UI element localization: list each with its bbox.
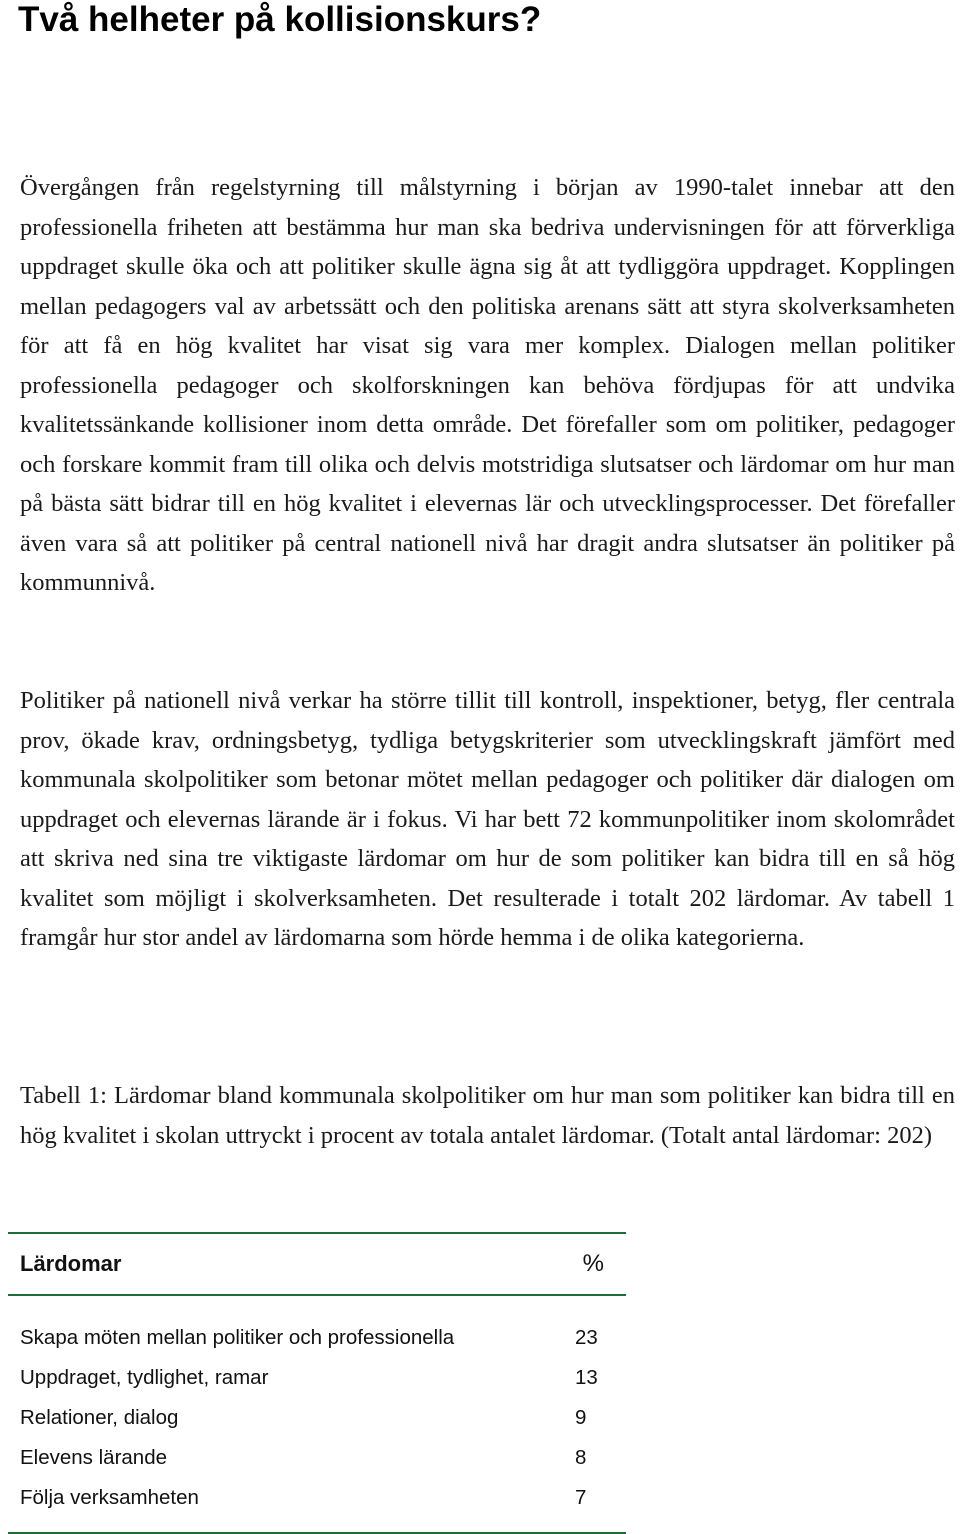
column-header-category: Lärdomar bbox=[20, 1251, 122, 1276]
table-body bbox=[8, 1296, 626, 1532]
row-category: Följa verksamheten bbox=[20, 1486, 199, 1509]
row-category: Uppdraget, tydlighet, ramar bbox=[20, 1366, 269, 1389]
row-category: Skapa möten mellan politiker och professionella bbox=[20, 1326, 455, 1349]
row-percent: 8 bbox=[575, 1446, 587, 1469]
page-title: Två helheter på kollisionskurs? bbox=[18, 0, 542, 39]
column-header-percent: % bbox=[582, 1250, 604, 1277]
table-header-row bbox=[8, 1234, 626, 1294]
table-row bbox=[8, 1398, 626, 1438]
body-paragraph-1: Övergången från regelstyrning till målstyrning i början av 1990-talet innebar att den professionella friheten att bestämma hur man ska bedriva undervisningen för att förverkliga uppdraget skulle öka och att politiker skulle ägna sig åt att tydliggöra uppdraget. Kopplingen mellan pedagogers val av arbetssätt och den politiska arenans sätt att styra skolverksamheten för att få en hög kvalitet har visat sig vara mer komplex. Dialogen mellan politiker professionella pedagoger och skolforskningen kan behöva fördjupas för att undvika kvalitetssänkande kollisioner inom detta område. Det förefaller som om politiker, pedagoger och forskare kommit fram till olika och delvis motstridiga slutsatser och lärdomar om hur man på bästa sätt bidrar till en hög kvalitet i elevernas lär och utvecklingsprocesser. Det förefaller även vara så att politiker på central nationell nivå har dragit andra slutsatser än politiker på kommunnivå. bbox=[20, 174, 955, 596]
row-category: Relationer, dialog bbox=[20, 1406, 179, 1429]
table-row bbox=[8, 1358, 626, 1398]
lardomar-table bbox=[8, 1232, 626, 1534]
table-row bbox=[8, 1478, 626, 1518]
row-percent: 7 bbox=[575, 1486, 587, 1509]
row-percent: 23 bbox=[575, 1326, 598, 1349]
row-category: Elevens lärande bbox=[20, 1446, 168, 1469]
table-caption: Tabell 1: Lärdomar bland kommunala skolpolitiker om hur man som politiker kan bidra till en hög kvalitet i skolan uttryckt i procent av totala antalet lärdomar. (Totalt antal lärdomar: 202) bbox=[20, 1082, 955, 1149]
row-percent: 9 bbox=[575, 1406, 587, 1429]
table-row bbox=[8, 1438, 626, 1478]
body-paragraph-2: Politiker på nationell nivå verkar ha större tillit till kontroll, inspektioner, betyg, fler centrala prov, ökade krav, ordningsbetyg, tydliga betygskriterier som utvecklingskraft jämfört med kommunala skolpolitiker som betonar mötet mellan pedagoger och politiker där dialogen om uppdraget och elevernas lärande är i fokus. Vi har bett 72 kommunpolitiker inom skolområdet att skriva ned sina tre viktigaste lärdomar om hur de som politiker kan bidra till en så hög kvalitet som möjligt i skolverksamheten. Det resulterade i totalt 202 lärdomar. Av tabell 1 framgår hur stor andel av lärdomarna som hörde hemma i de olika kategorierna. bbox=[20, 687, 955, 951]
row-percent: 13 bbox=[575, 1366, 598, 1389]
table-row bbox=[8, 1318, 626, 1358]
